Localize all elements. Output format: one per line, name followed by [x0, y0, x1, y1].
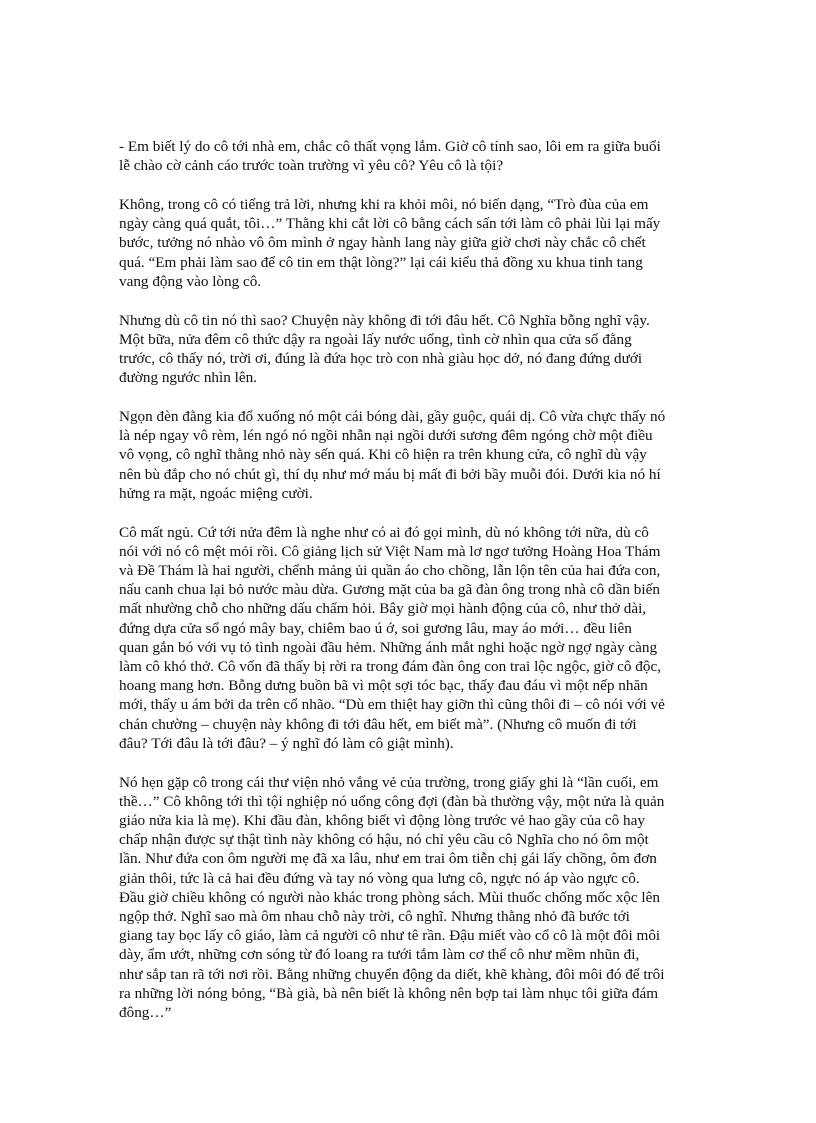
paragraph-line: dày, ẩm ướt, những cơn sóng từ đó loang ra tưới tắm làm cơ thể cô như mềm nhũn đi, [119, 946, 640, 964]
paragraph-line: Không, trong cô có tiếng trả lời, nhưng khi ra khỏi môi, nó biến dạng, “Trò đùa của em [119, 196, 649, 213]
paragraph-line: Cô mất ngủ. Cứ tới nửa đêm là nghe như có ai đó gọi mình, dù nó không tới nữa, dù cô [119, 523, 649, 541]
paragraph-line: Nhưng dù cô tin nó thì sao? Chuyện này không đi tới đâu hết. Cô Nghĩa bỗng nghĩ vậy. [119, 311, 650, 329]
paragraph-line: ngày càng quá quắt, tôi…” Thằng khi cắt lời cô bằng cách sấn tới làm cô phải lùi lại mấy [119, 215, 661, 233]
paragraph-line: mới, thấy u ám bởi da trên cổ nhão. “Dù em thiệt hay giỡn thì cũng thôi đi – cô nói với vẻ [119, 696, 665, 714]
paragraph-line: vô vọng, cô nghĩ thằng nhỏ này sến quá. Khi cô hiện ra trên khung cửa, cô nghĩ dù vậy [119, 446, 647, 464]
paragraph-line: Một bữa, nửa đêm cô thức dậy ra ngoài lấy nước uống, tình cờ nhìn qua cửa sổ đằng [119, 330, 632, 348]
paragraph-line: đâu? Tới đâu là tới đâu? – ý nghĩ đó làm cô giật mình). [119, 734, 454, 752]
paragraph-line: hửng ra mặt, ngoác miệng cười. [119, 484, 313, 502]
paragraph-line: và Đề Thám là hai người, chểnh mảng ủi quần áo cho chồng, lẫn lộn tên của hai đứa con, [119, 562, 661, 580]
paragraph-line: Nó hẹn gặp cô trong cái thư viện nhỏ vắng vẻ của trường, trong giấy ghi là “lần cuối, em [119, 773, 659, 791]
paragraph-line: ra những lời nóng bỏng, “Bà già, bà nên biết là không nên bợp tai làm nhục tôi giữa đám [119, 984, 659, 1002]
paragraph-line: mất nhường chỗ cho những dấu chấm hỏi. Bây giờ mọi hành động của cô, như thở dài, [119, 600, 647, 618]
paragraph-line: bước, tưởng nó nhào vô ôm mình ở ngay hành lang này giữa giờ chơi này chắc cô chết [119, 234, 646, 252]
paragraph-line: Đầu giờ chiều không có người nào khác trong phòng sách. Mùi thuốc chống mốc xộc lên [119, 888, 660, 906]
paragraph-line: lễ chào cờ cảnh cáo trước toàn trường vì yêu cô? Yêu cô là tội? [119, 157, 504, 175]
paragraph-line: - Em biết lý do cô tới nhà em, chắc cô thất vọng lắm. Giờ cô tính sao, lôi em ra giữa buổi [119, 138, 661, 155]
paragraph [119, 195, 703, 291]
paragraph-line: chấp nhận được sự thật tình này không có hậu, nó chỉ yêu cầu cô Nghĩa cho nó ôm một [119, 831, 649, 849]
paragraph-line: trước, cô thấy nó, trời ơi, đúng là đứa học trò con nhà giàu học dở, nó đang đứng dưới [119, 350, 643, 368]
paragraph-line: lần. Như đứa con ôm người mẹ đã xa lâu, như em trai ôm tiễn chị gái lấy chồng, ôm đơn [119, 850, 657, 868]
paragraph [119, 137, 703, 175]
paragraph-line: giáo nửa kia là mẹ). Khi đầu đàn, không biết vì động lòng trước vẻ hao gầy của cô hay [119, 812, 645, 830]
paragraph [119, 311, 703, 388]
paragraph-line: là nép ngay vô rèm, lén ngó nó ngồi nhẫn nại ngồi dưới sương đêm ngóng chờ một điều [119, 427, 653, 445]
paragraph-line: đường ngước nhìn lên. [119, 369, 257, 387]
paragraph-line: đông…” [119, 1004, 172, 1022]
paragraph-line: nói với nó cô mệt mỏi rồi. Cô giảng lịch sử Việt Nam mà lơ ngơ tưởng Hoàng Hoa Thám [119, 542, 661, 560]
paragraph-line: làm cô khó thở. Cô vốn đã thấy bị rời ra trong đám đàn ông con trai lộc ngộc, giờ cô độc, [119, 658, 662, 676]
paragraph-line: giản thôi, tức là cả hai đều đứng và tay nó vòng qua lưng cô, ngực nó áp vào ngực cô. [119, 869, 640, 887]
paragraph-line: ngộp thở. Nghĩ sao mà ôm nhau chỗ này trời, cô nghĩ. Nhưng thằng nhỏ đã bước tới [119, 908, 630, 926]
paragraph-line: nên bù đắp cho nó chút gì, thí dụ như mớ máu bị mất đi bởi bầy muỗi đói. Dưới kia nó hí [119, 465, 661, 483]
paragraph [119, 407, 703, 503]
paragraph [119, 523, 703, 753]
paragraph-line: thề…” Cô không tới thì tội nghiệp nó uổng công đợi (đàn bà thường vậy, một nửa là quản [119, 792, 665, 810]
paragraph-line: giang tay bọc lấy cô giáo, làm cả người cô như tê rần. Đậu miết vào cổ cô là một đôi môi [119, 927, 661, 945]
paragraph-line: chán chường – chuyện này không đi tới đâu hết, em biết mà”. (Nhưng cô muốn đi tới [119, 715, 637, 733]
paragraph [119, 773, 703, 1023]
paragraph-line: quan gắn bó với vụ tỏ tình ngoài đầu hẻm. Những ánh mắt nghi hoặc ngờ ngợ ngày càng [119, 638, 658, 656]
paragraph-line: đứng dựa cửa sổ ngó mây bay, chiêm bao ú ớ, soi gương lâu, may áo mới… đều liên [119, 619, 632, 637]
paragraph-line: hoang mang hơn. Bỗng dưng buồn bã vì một sợi tóc bạc, thấy đau đáu vì một nếp nhăn [119, 677, 648, 695]
paragraph-line: quá. “Em phải làm sao để cô tin em thật lòng?” lại cái kiểu thả đồng xu khua tinh tang [119, 253, 643, 271]
paragraph-line: vang động vào lòng cô. [119, 272, 262, 290]
paragraph-line: như sắp tan rã tới nơi rồi. Bằng những chuyển động da diết, khẽ khàng, đôi môi đó để trôi [119, 965, 665, 983]
document-page [119, 137, 703, 1022]
paragraph-line: Ngọn đèn đằng kia đổ xuống nó một cái bóng dài, gầy guộc, quái dị. Cô vừa chực thấy nó [119, 408, 666, 426]
paragraph-line: nấu canh chua lại bỏ nước màu dừa. Gương mặt của ba gã đàn ông trong nhà cô dần biến [119, 581, 660, 599]
